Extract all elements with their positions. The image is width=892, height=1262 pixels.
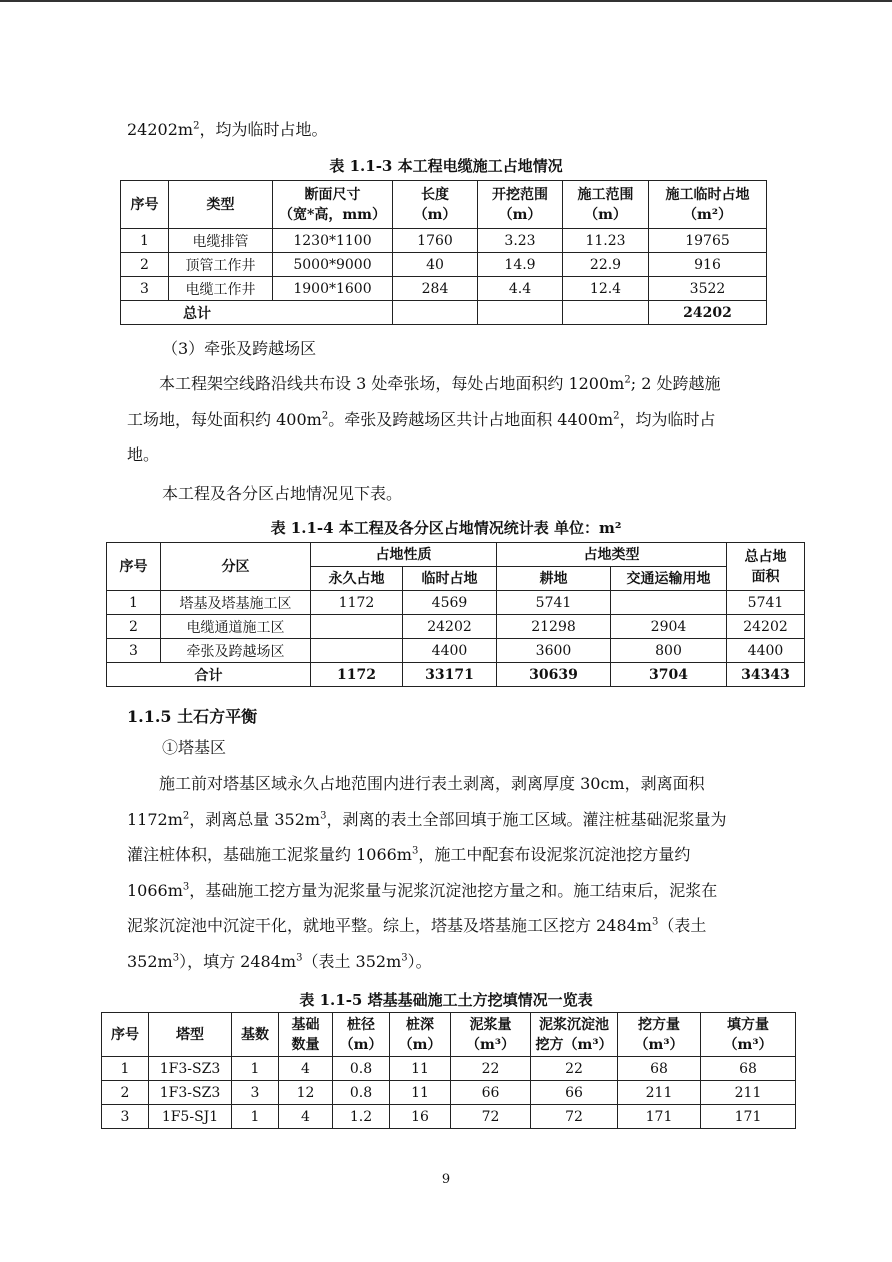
header-cell: 交通运输用地 bbox=[611, 567, 727, 591]
cell: 11.23 bbox=[563, 229, 649, 253]
header-cell: 序号 bbox=[121, 181, 169, 229]
cell bbox=[563, 301, 649, 325]
table-row bbox=[102, 1081, 796, 1105]
cell: 1 bbox=[121, 229, 169, 253]
header-cell: 基数 bbox=[232, 1013, 279, 1057]
cell: 1760 bbox=[393, 229, 478, 253]
table-1-1-4-caption: 表 1.1-4 本工程及各分区占地情况统计表 单位：m² bbox=[270, 519, 622, 537]
cell: 1 bbox=[102, 1057, 149, 1081]
cell bbox=[611, 591, 727, 615]
cell: 1172 bbox=[311, 663, 403, 687]
cell: 1172 bbox=[311, 591, 403, 615]
cell: 牵张及跨越场区 bbox=[161, 639, 311, 663]
cell: 电缆工作井 bbox=[169, 277, 273, 301]
cell: 3 bbox=[232, 1081, 279, 1105]
header-cell: 开挖范围 （m） bbox=[478, 181, 563, 229]
header-cell: 序号 bbox=[107, 543, 161, 591]
header-cell: 挖方量 （m³） bbox=[618, 1013, 701, 1057]
table-total-row bbox=[121, 301, 767, 325]
table-row bbox=[121, 229, 767, 253]
table-header-row bbox=[102, 1013, 796, 1057]
table-1-1-4 bbox=[106, 542, 805, 687]
table-row bbox=[121, 277, 767, 301]
cell bbox=[311, 615, 403, 639]
cell: 19765 bbox=[649, 229, 767, 253]
page-top-border bbox=[0, 0, 892, 2]
cell: 2 bbox=[107, 615, 161, 639]
header-cell: 分区 bbox=[161, 543, 311, 591]
cell: 4400 bbox=[727, 639, 805, 663]
cell: 0.8 bbox=[333, 1081, 390, 1105]
table-row bbox=[107, 591, 805, 615]
cell: 电缆通道施工区 bbox=[161, 615, 311, 639]
cell: 66 bbox=[531, 1081, 618, 1105]
cell: 5000*9000 bbox=[273, 253, 393, 277]
cell: 3522 bbox=[649, 277, 767, 301]
cell: 211 bbox=[701, 1081, 796, 1105]
header-cell: 泥浆量 （m³） bbox=[451, 1013, 531, 1057]
cell: 171 bbox=[701, 1105, 796, 1129]
cell: 2904 bbox=[611, 615, 727, 639]
cell: 16 bbox=[390, 1105, 451, 1129]
header-cell: 桩深 （m） bbox=[390, 1013, 451, 1057]
cell: 22.9 bbox=[563, 253, 649, 277]
cell: 12 bbox=[279, 1081, 333, 1105]
cell: 电缆排管 bbox=[169, 229, 273, 253]
cell: 24202 bbox=[403, 615, 497, 639]
header-cell: 类型 bbox=[169, 181, 273, 229]
cell: 2 bbox=[121, 253, 169, 277]
cell bbox=[393, 301, 478, 325]
table-header-row bbox=[107, 543, 805, 567]
cell: 1F5-SJ1 bbox=[149, 1105, 232, 1129]
header-cell: 耕地 bbox=[497, 567, 611, 591]
header-cell: 泥浆沉淀池 挖方（m³） bbox=[531, 1013, 618, 1057]
cell: 171 bbox=[618, 1105, 701, 1129]
cell: 211 bbox=[618, 1081, 701, 1105]
total-label: 总计 bbox=[121, 301, 393, 325]
table-row bbox=[121, 253, 767, 277]
cell: 4 bbox=[279, 1105, 333, 1129]
header-cell: 断面尺寸 （宽*高，mm） bbox=[273, 181, 393, 229]
table-1-1-5-caption: 表 1.1-5 塔基基础施工土方挖填情况一览表 bbox=[299, 991, 593, 1009]
see-table-paragraph: 本工程及各分区占地情况见下表。 bbox=[162, 484, 403, 503]
cell: 33171 bbox=[403, 663, 497, 687]
table-header-row bbox=[121, 181, 767, 229]
cell: 顶管工作井 bbox=[169, 253, 273, 277]
cell: 11 bbox=[390, 1081, 451, 1105]
header-cell: 桩径 （m） bbox=[333, 1013, 390, 1057]
cell bbox=[478, 301, 563, 325]
cell: 800 bbox=[611, 639, 727, 663]
cell: 72 bbox=[451, 1105, 531, 1129]
cell: 22 bbox=[451, 1057, 531, 1081]
header-cell: 序号 bbox=[102, 1013, 149, 1057]
table-1-1-5 bbox=[101, 1012, 796, 1129]
header-cell: 塔型 bbox=[149, 1013, 232, 1057]
cell: 3 bbox=[121, 277, 169, 301]
cell: 284 bbox=[393, 277, 478, 301]
cell: 4400 bbox=[403, 639, 497, 663]
cell: 4.4 bbox=[478, 277, 563, 301]
cell: 34343 bbox=[727, 663, 805, 687]
header-cell: 占地类型 bbox=[497, 543, 727, 567]
header-cell: 施工范围 （m） bbox=[563, 181, 649, 229]
cell: 1230*1100 bbox=[273, 229, 393, 253]
cell: 4 bbox=[279, 1057, 333, 1081]
cell: 1 bbox=[232, 1105, 279, 1129]
cell: 3600 bbox=[497, 639, 611, 663]
cell: 11 bbox=[390, 1057, 451, 1081]
cell: 12.4 bbox=[563, 277, 649, 301]
table-total-row bbox=[107, 663, 805, 687]
pull-paragraph: 本工程架空线路沿线共布设 3 处牵张场，每处占地面积约 $1200m^2$; 2 处跨越施 工场地，每处面积约 $400m^2$。牵张及跨越场区共计占地面积 $4400m^2$，均为临时占 地。 bbox=[127, 374, 721, 464]
header-cell: 填方量 （m³） bbox=[701, 1013, 796, 1057]
cell: 1 bbox=[107, 591, 161, 615]
cell: 0.8 bbox=[333, 1057, 390, 1081]
cell: 72 bbox=[531, 1105, 618, 1129]
cell: 68 bbox=[618, 1057, 701, 1081]
cell: 3 bbox=[107, 639, 161, 663]
cell: 塔基及塔基施工区 bbox=[161, 591, 311, 615]
intro-paragraph: $24202m^2$，均为临时占地。 bbox=[127, 120, 328, 139]
header-cell: 永久占地 bbox=[311, 567, 403, 591]
cell: 4569 bbox=[403, 591, 497, 615]
cell: 30639 bbox=[497, 663, 611, 687]
cell: 21298 bbox=[497, 615, 611, 639]
header-cell: 占地性质 bbox=[311, 543, 497, 567]
section-3-title: （3）牵张及跨越场区 bbox=[162, 339, 317, 358]
table-row bbox=[102, 1057, 796, 1081]
cell: 5741 bbox=[497, 591, 611, 615]
table-row bbox=[102, 1105, 796, 1129]
section-1-1-5-heading: 1.1.5 土石方平衡 bbox=[127, 707, 258, 726]
cell: 916 bbox=[649, 253, 767, 277]
tower-subheading: ①塔基区 bbox=[162, 738, 227, 757]
cell: 5741 bbox=[727, 591, 805, 615]
cell: 2 bbox=[102, 1081, 149, 1105]
cell bbox=[311, 639, 403, 663]
cell: 24202 bbox=[727, 615, 805, 639]
cell: 3.23 bbox=[478, 229, 563, 253]
cell: 22 bbox=[531, 1057, 618, 1081]
header-cell: 总占地 面积 bbox=[727, 543, 805, 591]
header-cell: 基础 数量 bbox=[279, 1013, 333, 1057]
cell: 1F3-SZ3 bbox=[149, 1057, 232, 1081]
cell: 68 bbox=[701, 1057, 796, 1081]
cell: 1900*1600 bbox=[273, 277, 393, 301]
cell: 40 bbox=[393, 253, 478, 277]
table-row bbox=[107, 639, 805, 663]
cell: 66 bbox=[451, 1081, 531, 1105]
table-1-1-3-caption: 表 1.1-3 本工程电缆施工占地情况 bbox=[329, 157, 563, 175]
total-value: 24202 bbox=[649, 301, 767, 325]
page-number: 9 bbox=[441, 1172, 451, 1187]
header-cell: 临时占地 bbox=[403, 567, 497, 591]
header-cell: 长度 （m） bbox=[393, 181, 478, 229]
cell: 14.9 bbox=[478, 253, 563, 277]
cell: 1 bbox=[232, 1057, 279, 1081]
cell: 3 bbox=[102, 1105, 149, 1129]
table-1-1-3 bbox=[120, 180, 767, 325]
cell: 3704 bbox=[611, 663, 727, 687]
total-label: 合计 bbox=[107, 663, 311, 687]
cell: 1F3-SZ3 bbox=[149, 1081, 232, 1105]
header-cell: 施工临时占地 （m²） bbox=[649, 181, 767, 229]
table-row bbox=[107, 615, 805, 639]
cell: 1.2 bbox=[333, 1105, 390, 1129]
tower-paragraph: 施工前对塔基区域永久占地范围内进行表土剥离，剥离厚度 30cm，剥离面积 $1172m^2$，剥离总量 $352m^3$，剥离的表土全部回填于施工区域。灌注桩基础泥浆量为 灌注桩体积，基础施工泥浆量约 $1066m^3$，施工中配套布设泥浆沉淀池挖方量约 $1066m^3$，基础施工挖方量为泥浆量与泥浆沉淀池挖方量之和。施工结束后，泥浆在 泥浆沉淀池中沉淀干化，就地平整。综上，塔基及塔基施工区挖方 $2484m^3$（表土 $352m^3$），填方 $2484m^3$（表土 $352m^3$）。 bbox=[127, 774, 727, 971]
